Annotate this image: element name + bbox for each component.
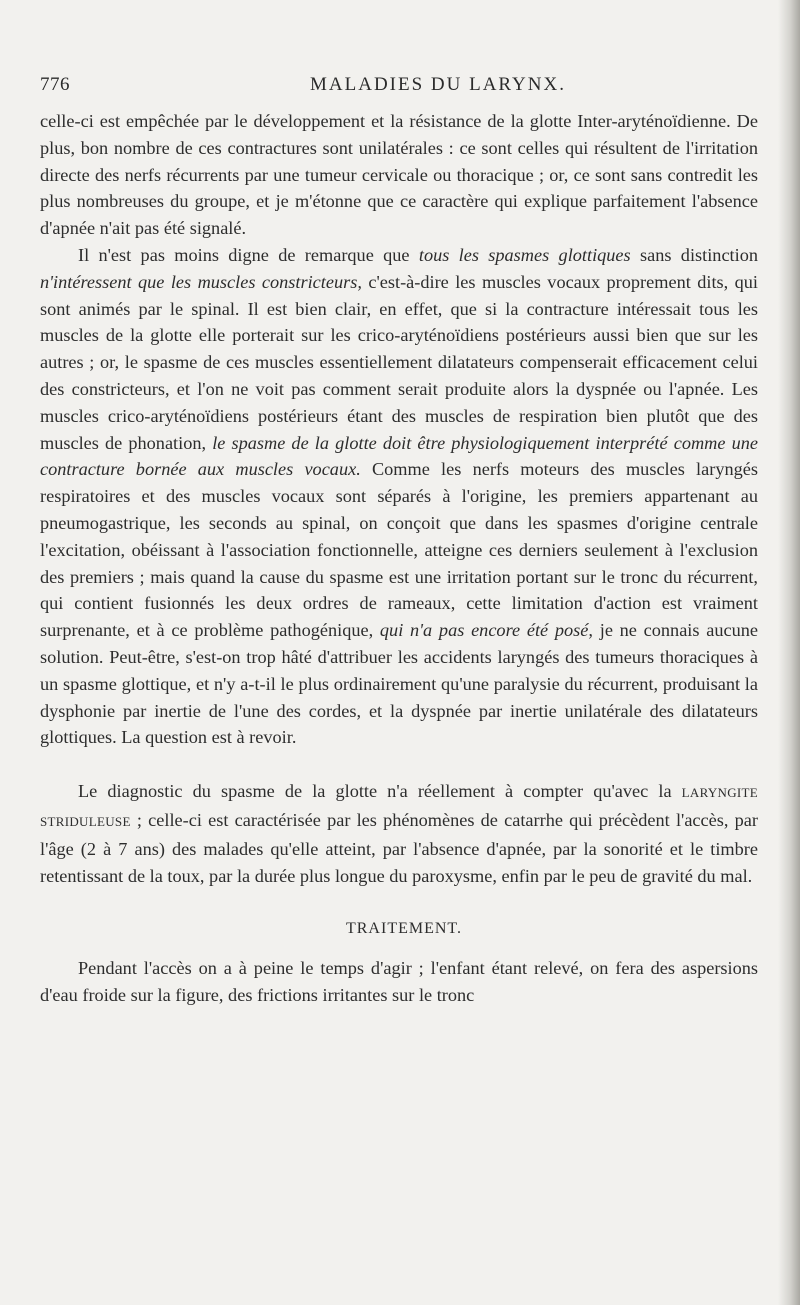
text-run: Comme les nerfs moteurs des muscles laryngés respiratoires et des muscles vocaux sont séparés à l'origine, les premiers appartenant au pneumogastrique, les seconds au spinal, on conçoit que dans les spasmes d'origine centrale l'excitation, obéissant à l'association fonctionnelle, atteigne ces derniers seulement à l'exclusion des premiers ; mais quand la cause du spasme est une irritation portant sur le tronc du récurrent, qui contient fusionnés les deux ordres de rameaux, cette limitation d'action est vraiment surprenante, et à ce problème pathogénique, [40, 459, 758, 641]
smallcaps-run: LARYNGITE STRIDULEUSE [40, 785, 758, 829]
body-text [40, 108, 758, 1009]
italic-run: n'intéressent que les muscles constricteurs, [40, 271, 362, 292]
text-run: c'est-à-dire les muscles vocaux proprement dits, qui sont animés par le spinal. Il est bien clair, en effet, que si la contracture intéressait tous les muscles de la glotte elle porterait sur les crico-aryténoïdiens postérieurs aussi bien que sur les autres ; or, le spasme de ces muscles essentiellement dilatateurs compenserait efficacement celui des constricteurs, et l'on ne voit pas comment serait produite alors la dyspnée ou l'apnée. Les muscles crico-aryténoïdiens postérieurs étant des muscles de respiration bien plutôt que des muscles de phonation, [40, 271, 759, 453]
paragraph-traitement: Pendant l'accès on a à peine le temps d'agir ; l'enfant étant relevé, on fera des aspersions d'eau froide sur la figure, des frictions irritantes sur le tronc [40, 958, 758, 1005]
page-number: 776 [40, 74, 70, 95]
text-run: Il n'est pas moins digne de remarque que [78, 244, 419, 265]
italic-run: le spasme de la glotte doit être physiologiquement interprété comme une contracture bornée aux muscles vocaux. [40, 432, 758, 480]
paragraph-continuation: celle-ci est empêchée par le développement et la résistance de la glotte Inter-aryténoïdienne. De plus, bon nombre de ces contractures sont unilatérales : ce sont celles qui résultent de l'irritation directe des nerfs récurrents par une tumeur cervicale ou thoracique ; or, ce sont sans contredit les plus nombreuses du groupe, et je m'étonne que ce caractère qui explique parfaitement l'absence d'apnée n'ait pas été signalé. [40, 111, 758, 239]
text-run: je ne connais aucune solution. Peut-être, s'est-on trop hâté d'attribuer les accidents laryngés des tumeurs thoraciques à un spasme glottique, et n'y a-t-il le plus ordinairement qu'une paralysie du récurrent, produisant la dysphonie par inertie de l'une des cordes, et la dyspnée par inertie unilatérale des dilatateurs glottiques. La question est à revoir. [40, 620, 759, 748]
italic-run: qui n'a pas encore été posé, [379, 620, 593, 641]
paragraph-diagnostic [40, 778, 758, 889]
page-binding-edge [778, 0, 800, 1305]
text-run: ; celle-ci est caractérisée par les phénomènes de catarrhe qui précèdent l'accès, par l'âge (2 à 7 ans) des malades qu'elle atteint, par l'absence d'apnée, par la sonorité et le timbre retentissant de la toux, par la durée plus longue du paroxysme, enfin par le peu de gravité du mal. [40, 809, 758, 886]
text-run: Le diagnostic du spasme de la glotte n'a réellement à compter qu'avec la [78, 781, 682, 802]
italic-run: tous les spasmes glottiques [418, 244, 631, 265]
running-head: MALADIES DU LARYNX. [310, 74, 566, 95]
paragraph-spasmes [40, 242, 758, 751]
text-run: sans distinction [630, 244, 758, 265]
section-heading: TRAITEMENT. [345, 920, 462, 938]
page-header [40, 74, 760, 104]
